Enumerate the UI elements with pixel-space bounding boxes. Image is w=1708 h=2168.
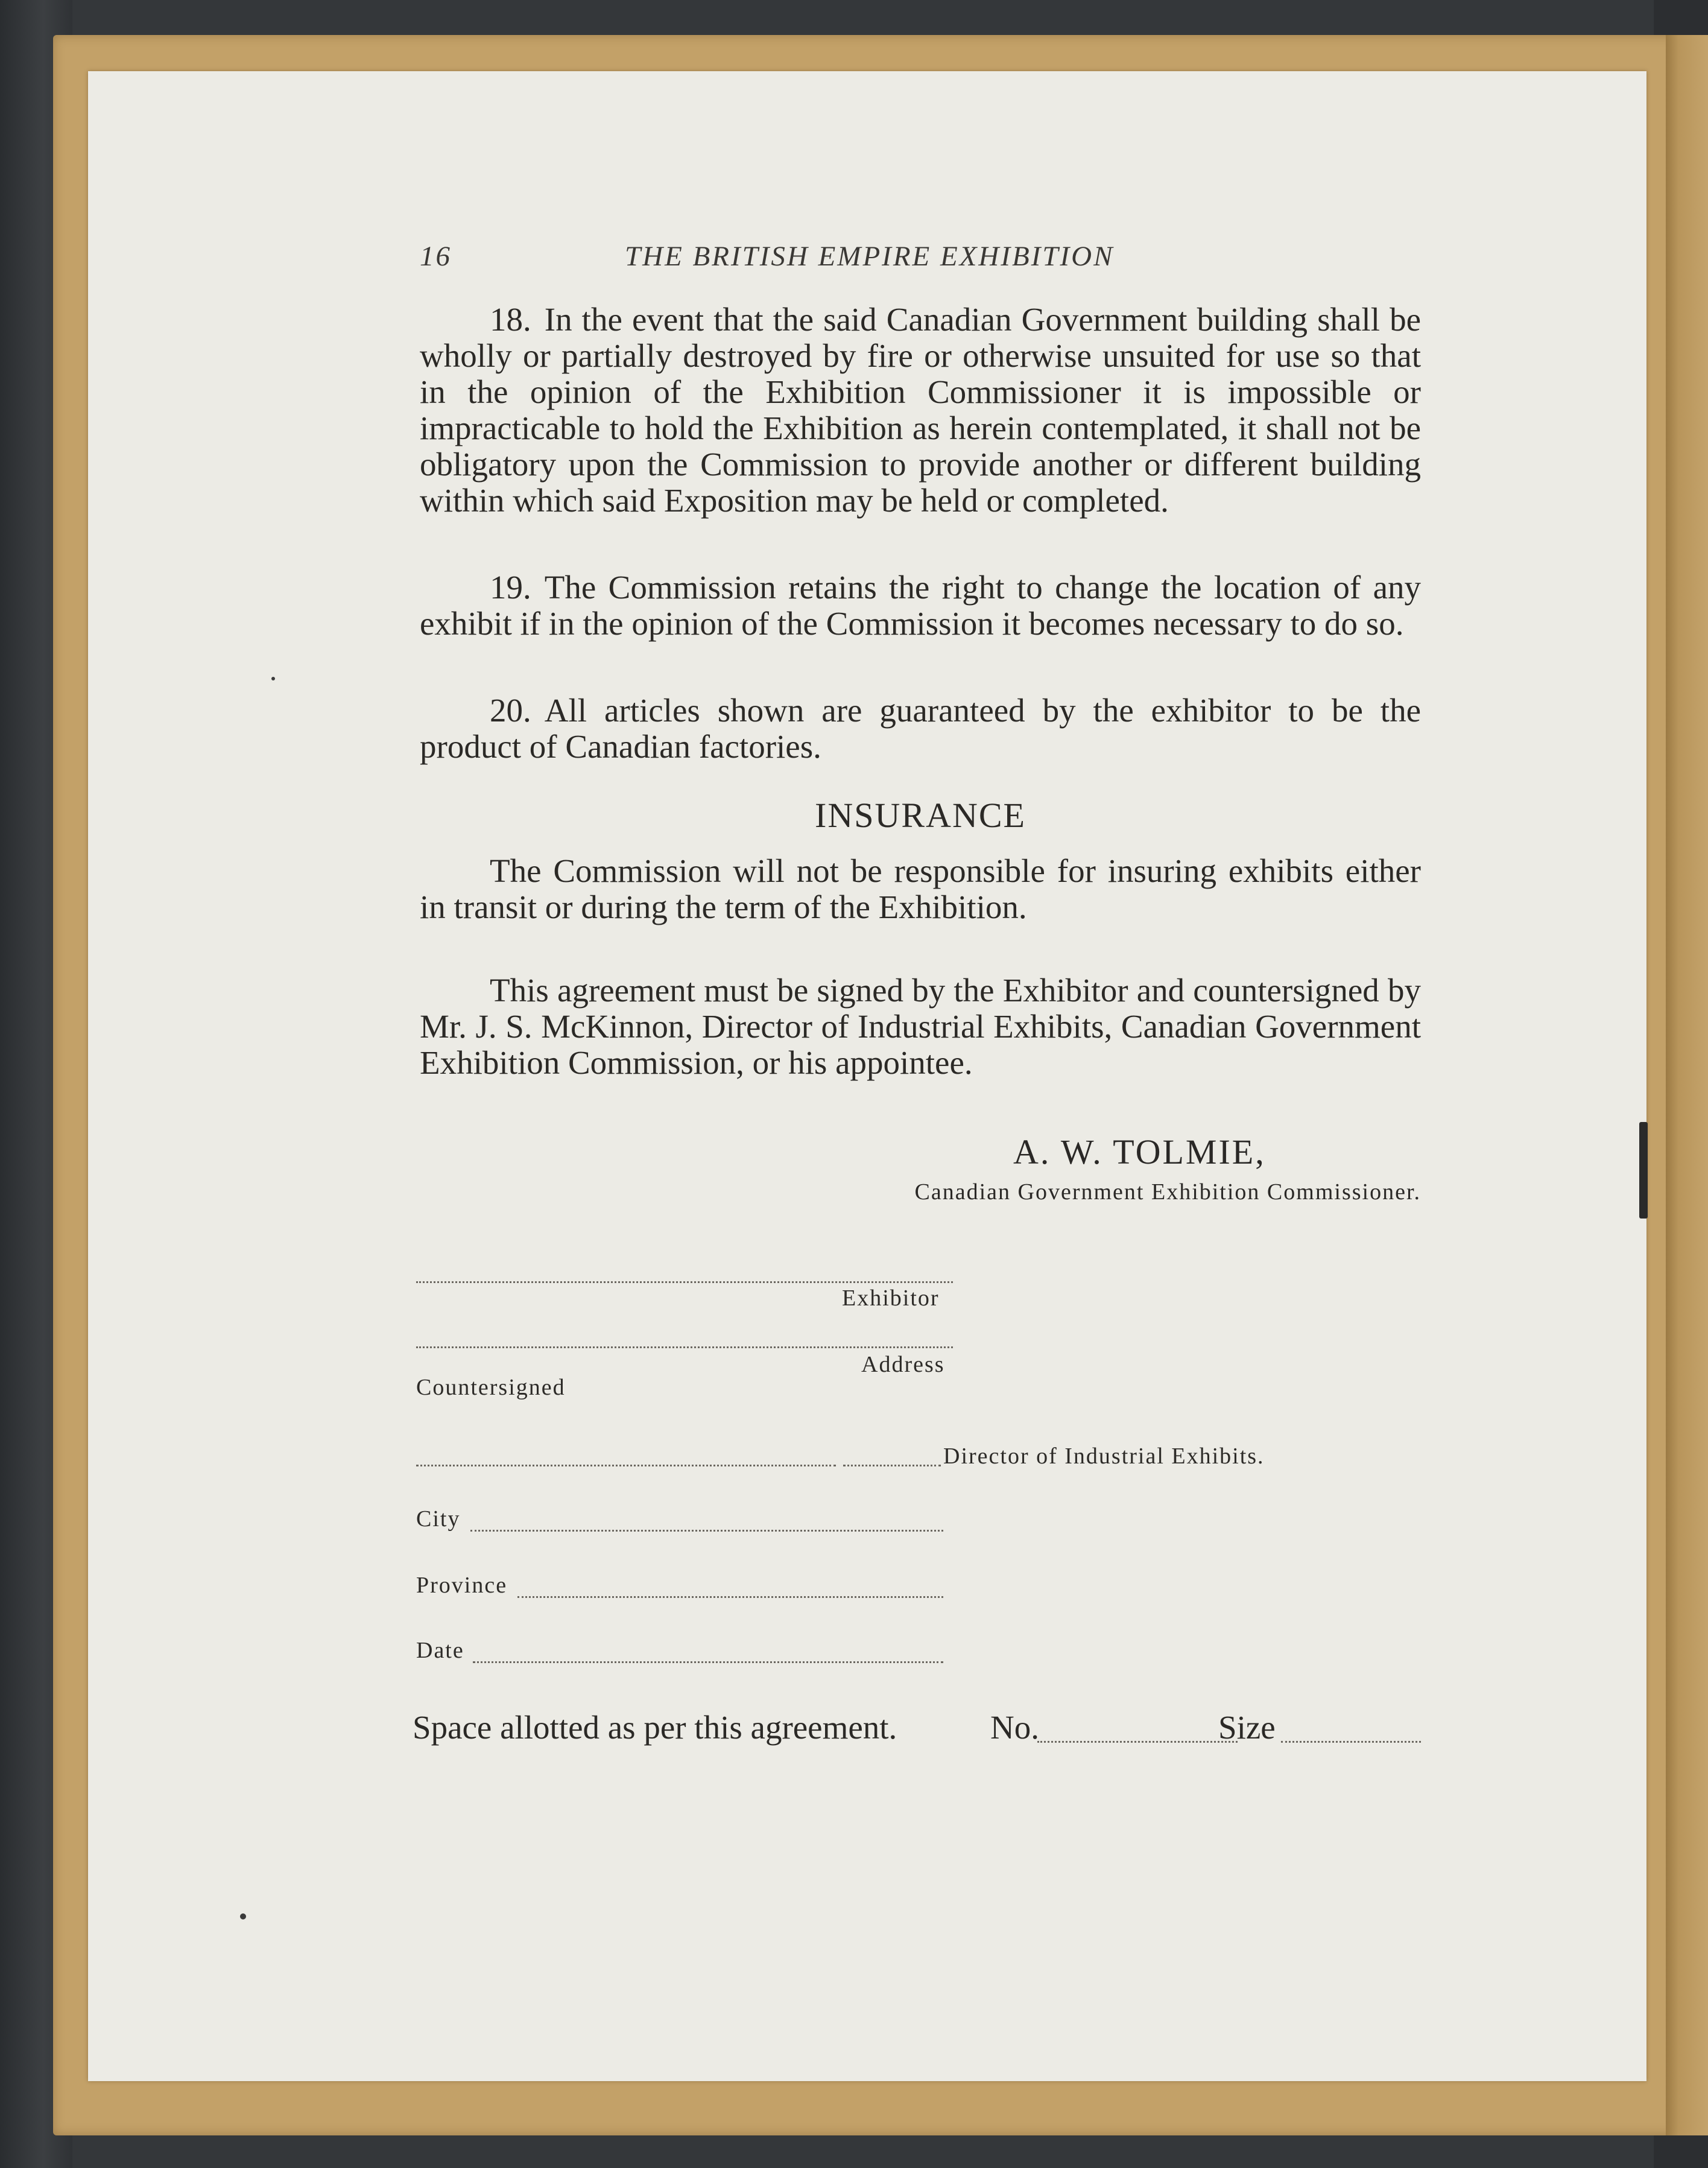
number-field[interactable]	[1037, 1741, 1238, 1743]
space-allotted-line	[413, 1708, 1421, 1751]
clause-number: 18.	[490, 301, 531, 338]
clause-text: The Commission retains the right to change the location of any exhibit if in the opinion of the Commission it becomes necessary to do so.	[420, 569, 1421, 642]
running-title: THE BRITISH EMPIRE EXHIBITION	[625, 241, 1115, 272]
clause-number: 19.	[490, 569, 531, 606]
booklet-cover-edge	[1666, 35, 1708, 2135]
clause-20	[420, 693, 1421, 765]
date-line[interactable]	[473, 1661, 943, 1663]
insurance-paragraph: The Commission will not be responsible for insuring exhibits either in transit or during the term of the Exhibition.	[420, 852, 1421, 925]
signatory-title: Canadian Government Exhibition Commissioner.	[914, 1179, 1421, 1205]
size-field[interactable]	[1281, 1741, 1421, 1743]
countersign-line[interactable]	[416, 1465, 836, 1466]
page-number: 16	[420, 241, 452, 272]
page-clip-mark	[1639, 1122, 1648, 1219]
director-label: Director of Industrial Exhibits.	[943, 1444, 1265, 1469]
clause-19	[420, 569, 1421, 642]
running-header	[420, 240, 1222, 282]
province-line[interactable]	[517, 1596, 943, 1598]
city-line[interactable]	[470, 1530, 943, 1532]
space-allotted-label: Space allotted as per this agreement.	[413, 1709, 897, 1746]
paper-speck	[271, 677, 275, 680]
signatory-name: A. W. TOLMIE,	[1013, 1132, 1266, 1171]
date-label: Date	[416, 1638, 464, 1663]
insurance-heading: INSURANCE	[815, 796, 1026, 835]
clause-18	[420, 302, 1421, 519]
clause-text: In the event that the said Canadian Government building shall be wholly or partially destroyed by fire or otherwise unsuited for use so that in the opinion of the Exhibition Commissioner it is impossible or impracticable to hold the Exhibition as herein contemplated, it shall not be obligatory upon the Commission to provide another or different building within which said Exposition may be held or completed.	[420, 301, 1421, 519]
exhibitor-label: Exhibitor	[842, 1285, 940, 1311]
size-label: Size	[1218, 1709, 1276, 1746]
countersigned-label: Countersigned	[416, 1375, 566, 1400]
city-label: City	[416, 1506, 461, 1532]
clause-number: 20.	[490, 692, 531, 729]
address-label: Address	[861, 1352, 945, 1377]
countersign-line-continued[interactable]	[843, 1465, 941, 1466]
clause-text: All articles shown are guaranteed by the exhibitor to be the product of Canadian factories.	[420, 692, 1421, 765]
paper-speck	[240, 1913, 246, 1919]
number-label: No.	[990, 1709, 1039, 1746]
agreement-note: This agreement must be signed by the Exhibitor and countersigned by Mr. J. S. McKinnon, Director of Industrial Exhibits, Canadian Government Exhibition Commission, or his appointee.	[420, 972, 1421, 1081]
province-label: Province	[416, 1573, 508, 1598]
address-line[interactable]	[416, 1346, 953, 1348]
exhibitor-signature-line[interactable]	[416, 1281, 953, 1283]
